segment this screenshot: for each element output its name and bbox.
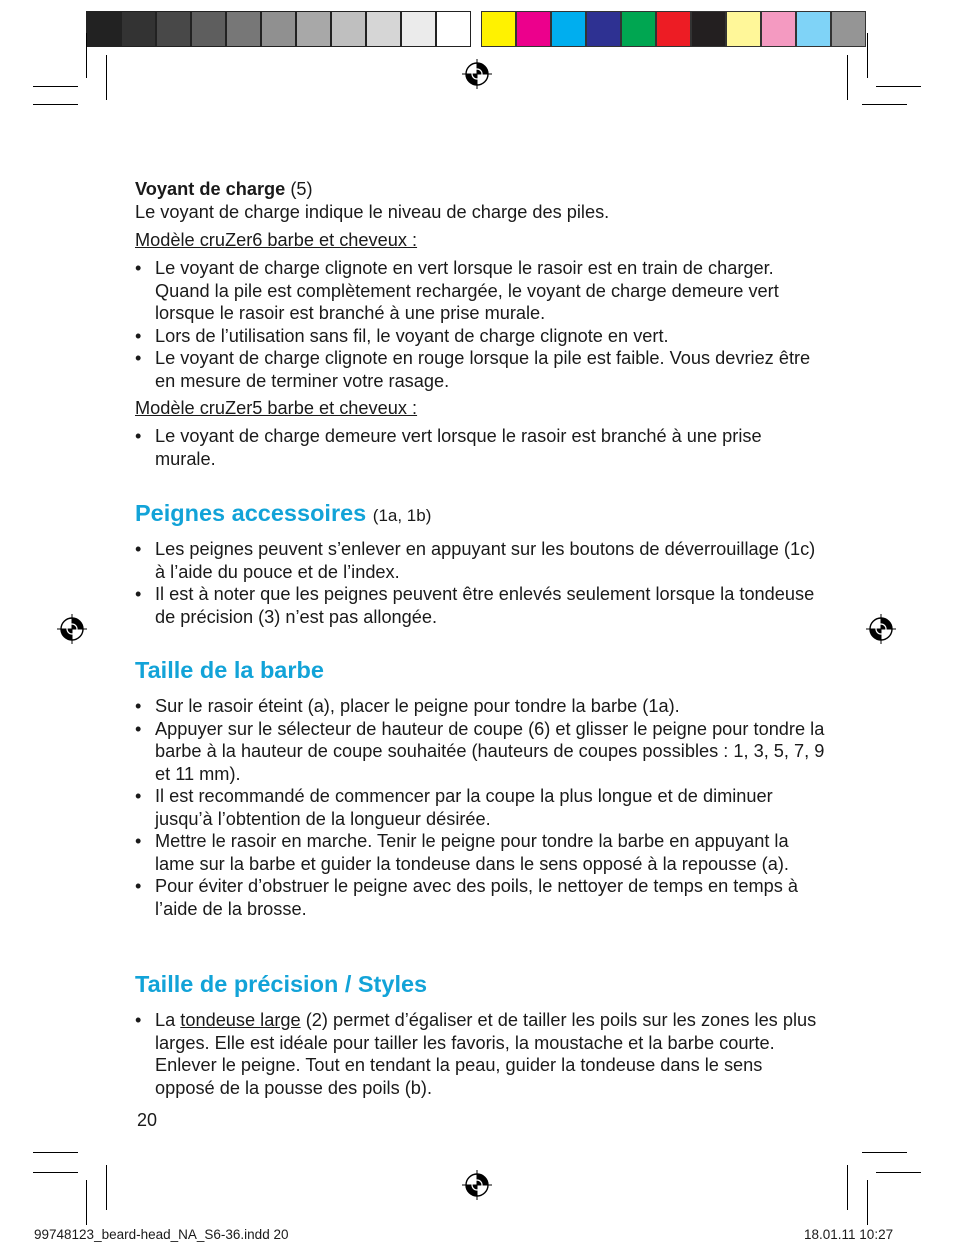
model5-bullet-list — [135, 425, 825, 470]
color-swatch — [191, 11, 226, 47]
registration-mark-icon — [462, 1170, 492, 1200]
color-swatch — [331, 11, 366, 47]
list-item: • Pour éviter d’obstruer le peigne avec des poils, le nettoyer de temps en temps à l’aide de la brosse. — [135, 875, 825, 920]
model5-label: Modèle cruZer5 barbe et cheveux : — [135, 398, 418, 418]
tondeuse-large-term: tondeuse large — [180, 1010, 301, 1030]
color-swatch — [481, 11, 516, 47]
peignes-bullet-list — [135, 538, 825, 628]
registration-mark-icon — [462, 59, 492, 89]
heading-taille-barbe: Taille de la barbe — [135, 657, 324, 683]
taille-precision-bullet-list — [135, 1009, 825, 1099]
bullet-pre: La — [155, 1010, 176, 1030]
crop-mark — [847, 55, 848, 100]
list-item: • Sur le rasoir éteint (a), placer le peigne pour tondre la barbe (1a). — [135, 695, 825, 718]
crop-mark — [106, 1165, 107, 1210]
color-swatch — [156, 11, 191, 47]
title-ref: (5) — [290, 179, 313, 199]
crop-mark — [876, 86, 921, 87]
title-bold: Voyant de charge — [135, 179, 286, 199]
heading-ref: (1a, 1b) — [372, 506, 432, 525]
heading-taille-precision: Taille de précision / Styles — [135, 971, 428, 997]
color-swatch — [226, 11, 261, 47]
heading-text: Peignes accessoires — [135, 500, 367, 526]
grayscale-color-bar — [86, 11, 471, 47]
crop-mark — [847, 1165, 848, 1210]
crop-mark — [86, 1180, 87, 1225]
crop-mark — [867, 33, 868, 78]
model6-label: Modèle cruZer6 barbe et cheveux : — [135, 230, 418, 250]
color-swatch — [621, 11, 656, 47]
crop-mark — [86, 33, 87, 78]
color-swatch — [516, 11, 551, 47]
list-item: • Le voyant de charge clignote en vert lorsque le rasoir est en train de charger. Quand la pile est complètement rechargée, le voyant de charge demeure vert lorsque le rasoir est branché à une prise murale. — [135, 257, 825, 325]
list-item: • Les peignes peuvent s’enlever en appuyant sur les boutons de déverrouillage (1c) à l’aide du pouce et de l’index. — [135, 538, 825, 583]
color-swatch — [261, 11, 296, 47]
crop-mark — [106, 55, 107, 100]
slug-date: 18.01.11 10:27 — [804, 1227, 894, 1242]
section-title — [135, 178, 825, 201]
color-swatch — [296, 11, 331, 47]
bullet-post: (2) permet d’égaliser et de tailler les poils sur les zones les plus larges. Elle est idéale pour tailler les favoris, la moustache et la barbe courte. Enlever le peigne. Tout en tendant la peau, guider la tondeuse dans le sens opposé de la pousse des poils (b). — [155, 1010, 817, 1098]
color-swatch — [831, 11, 866, 47]
list-item: • Le voyant de charge clignote en rouge lorsque la pile est faible. Vous devriez être en mesure de terminer votre rasage. — [135, 347, 825, 392]
list-item: • Il est à noter que les peignes peuvent être enlevés seulement lorsque la tondeuse de précision (3) n’est pas allongée. — [135, 583, 825, 628]
crop-mark — [876, 1172, 921, 1173]
heading-peignes — [135, 499, 431, 530]
model6-bullet-list — [135, 257, 825, 392]
color-swatch — [86, 11, 121, 47]
list-item: • Il est recommandé de commencer par la coupe la plus longue et de diminuer jusqu’à l’obtention de la longueur désirée. — [135, 785, 825, 830]
color-swatch — [691, 11, 726, 47]
intro-text: Le voyant de charge indique le niveau de charge des piles. — [135, 201, 610, 222]
color-swatch — [366, 11, 401, 47]
charge-indicator-section — [135, 178, 825, 223]
color-swatch — [436, 11, 471, 47]
crop-mark — [862, 104, 907, 105]
registration-mark-icon — [866, 614, 896, 644]
crop-mark — [33, 86, 78, 87]
registration-mark-icon — [57, 614, 87, 644]
color-swatch — [401, 11, 436, 47]
crop-mark — [33, 1172, 78, 1173]
page-number: 20 — [137, 1110, 158, 1130]
crop-mark — [862, 1152, 907, 1153]
taille-barbe-bullet-list — [135, 695, 825, 920]
list-item: • Mettre le rasoir en marche. Tenir le peigne pour tondre la barbe en appuyant la lame sur la barbe et guider la tondeuse dans le sens opposé à la repousse (a). — [135, 830, 825, 875]
list-item — [135, 1009, 825, 1099]
color-swatch — [726, 11, 761, 47]
color-swatch — [761, 11, 796, 47]
list-item: • Lors de l’utilisation sans fil, le voyant de charge clignote en vert. — [135, 325, 825, 348]
process-color-bar — [481, 11, 866, 47]
crop-mark — [33, 104, 78, 105]
color-swatch — [121, 11, 156, 47]
color-swatch — [586, 11, 621, 47]
list-item: • Appuyer sur le sélecteur de hauteur de coupe (6) et glisser le peigne pour tondre la barbe à la hauteur de coupe souhaitée (hauteurs de coupes possibles : 1, 3, 5, 7, 9 et 11 mm). — [135, 718, 825, 786]
slug-filename: 99748123_beard-head_NA_S6-36.indd 20 — [34, 1227, 289, 1242]
color-swatch — [656, 11, 691, 47]
crop-mark — [33, 1152, 78, 1153]
color-swatch — [551, 11, 586, 47]
crop-mark — [867, 1180, 868, 1225]
list-item: • Le voyant de charge demeure vert lorsque le rasoir est branché à une prise murale. — [135, 425, 825, 470]
color-swatch — [796, 11, 831, 47]
